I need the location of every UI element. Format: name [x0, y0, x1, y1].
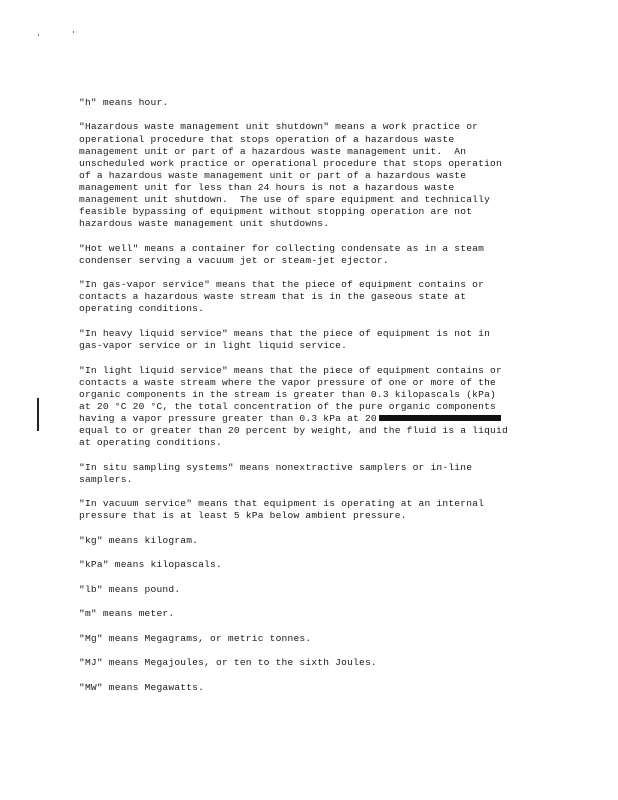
text-line: "MJ" means Megajoules, or ten to the sixth Joules.: [79, 657, 377, 669]
text-line: contacts a hazardous waste stream that is in the gaseous state at: [79, 291, 467, 303]
definition-paragraph: [79, 121, 549, 230]
redaction-block: [379, 415, 501, 421]
text-line: organic components in the stream is greater than 0.3 kilopascals (kPa): [79, 388, 497, 400]
text-line: having a vapor pressure greater than 0.3 kPa at 20: [79, 412, 377, 424]
definition-paragraph: [79, 559, 549, 571]
definition-paragraph: [79, 633, 549, 645]
text-line: at 20 °C 20 °C, the total concentration of the pure organic components: [79, 400, 497, 412]
definition-paragraph: [79, 462, 549, 486]
revision-margin-bar: [37, 398, 39, 431]
text-line: gas-vapor service or in light liquid service.: [79, 340, 348, 352]
text-line: management unit or part of a hazardous waste management unit. An: [79, 145, 467, 157]
definition-paragraph: [79, 608, 549, 620]
text-line: contacts a waste stream where the vapor pressure of one or more of the: [79, 376, 497, 388]
text-line: "In vacuum service" means that equipment is operating at an internal: [79, 498, 485, 510]
text-line: "Hot well" means a container for collecting condensate as in a steam: [79, 242, 485, 254]
definition-paragraph: [79, 657, 549, 669]
text-line: hazardous waste management unit shutdowns.: [79, 218, 330, 230]
text-line: equal to or greater than 20 percent by weight, and the fluid is a liquid: [79, 425, 508, 437]
text-line: samplers.: [79, 473, 133, 485]
definition-paragraph: [79, 97, 549, 109]
text-line: "lb" means pound.: [79, 583, 181, 595]
text-line: "In light liquid service" means that the piece of equipment contains or: [79, 364, 502, 376]
definition-paragraph: [79, 498, 549, 522]
text-line: "In heavy liquid service" means that the piece of equipment is not in: [79, 327, 491, 339]
text-line: pressure that is at least 5 kPa below ambient pressure.: [79, 510, 407, 522]
text-line: condenser serving a vacuum jet or steam-jet ejector.: [79, 254, 389, 266]
definition-paragraph: [79, 279, 549, 315]
definition-paragraph: [79, 535, 549, 547]
text-line: operational procedure that stops operation of a hazardous waste: [79, 133, 455, 145]
text-line: feasible bypassing of equipment without stopping operation are not: [79, 206, 473, 218]
text-line: "h" means hour.: [79, 97, 169, 108]
text-line: of a hazardous waste management unit or part of a hazardous waste: [79, 169, 467, 181]
text-line: "In situ sampling systems" means nonextractive samplers or in-line: [79, 461, 473, 473]
scan-speck: [38, 34, 39, 36]
text-line: "In gas-vapor service" means that the piece of equipment contains or: [79, 279, 485, 291]
definition-paragraph: [79, 682, 549, 694]
text-line: operating conditions.: [79, 303, 205, 315]
scan-speck: [73, 31, 74, 33]
definition-paragraph: [79, 584, 549, 596]
text-line: "kg" means kilogram.: [79, 534, 199, 546]
text-line: unscheduled work practice or operational procedure that stops operation: [79, 157, 502, 169]
text-line: at operating conditions.: [79, 437, 222, 449]
text-line: management unit shutdown. The use of spare equipment and technically: [79, 194, 491, 206]
text-line: "m" means meter.: [79, 608, 175, 620]
text-line: "MW" means Megawatts.: [79, 681, 205, 693]
text-line: management unit for less than 24 hours is not a hazardous waste: [79, 181, 455, 193]
definition-paragraph: [79, 243, 549, 267]
definition-paragraph: [79, 328, 549, 352]
definition-paragraph: [79, 365, 549, 450]
text-line: "Mg" means Megagrams, or metric tonnes.: [79, 632, 312, 644]
definitions-list: [79, 97, 549, 706]
text-line: "Hazardous waste management unit shutdown" means a work practice or: [79, 121, 479, 133]
text-line: "kPa" means kilopascals.: [79, 559, 222, 571]
